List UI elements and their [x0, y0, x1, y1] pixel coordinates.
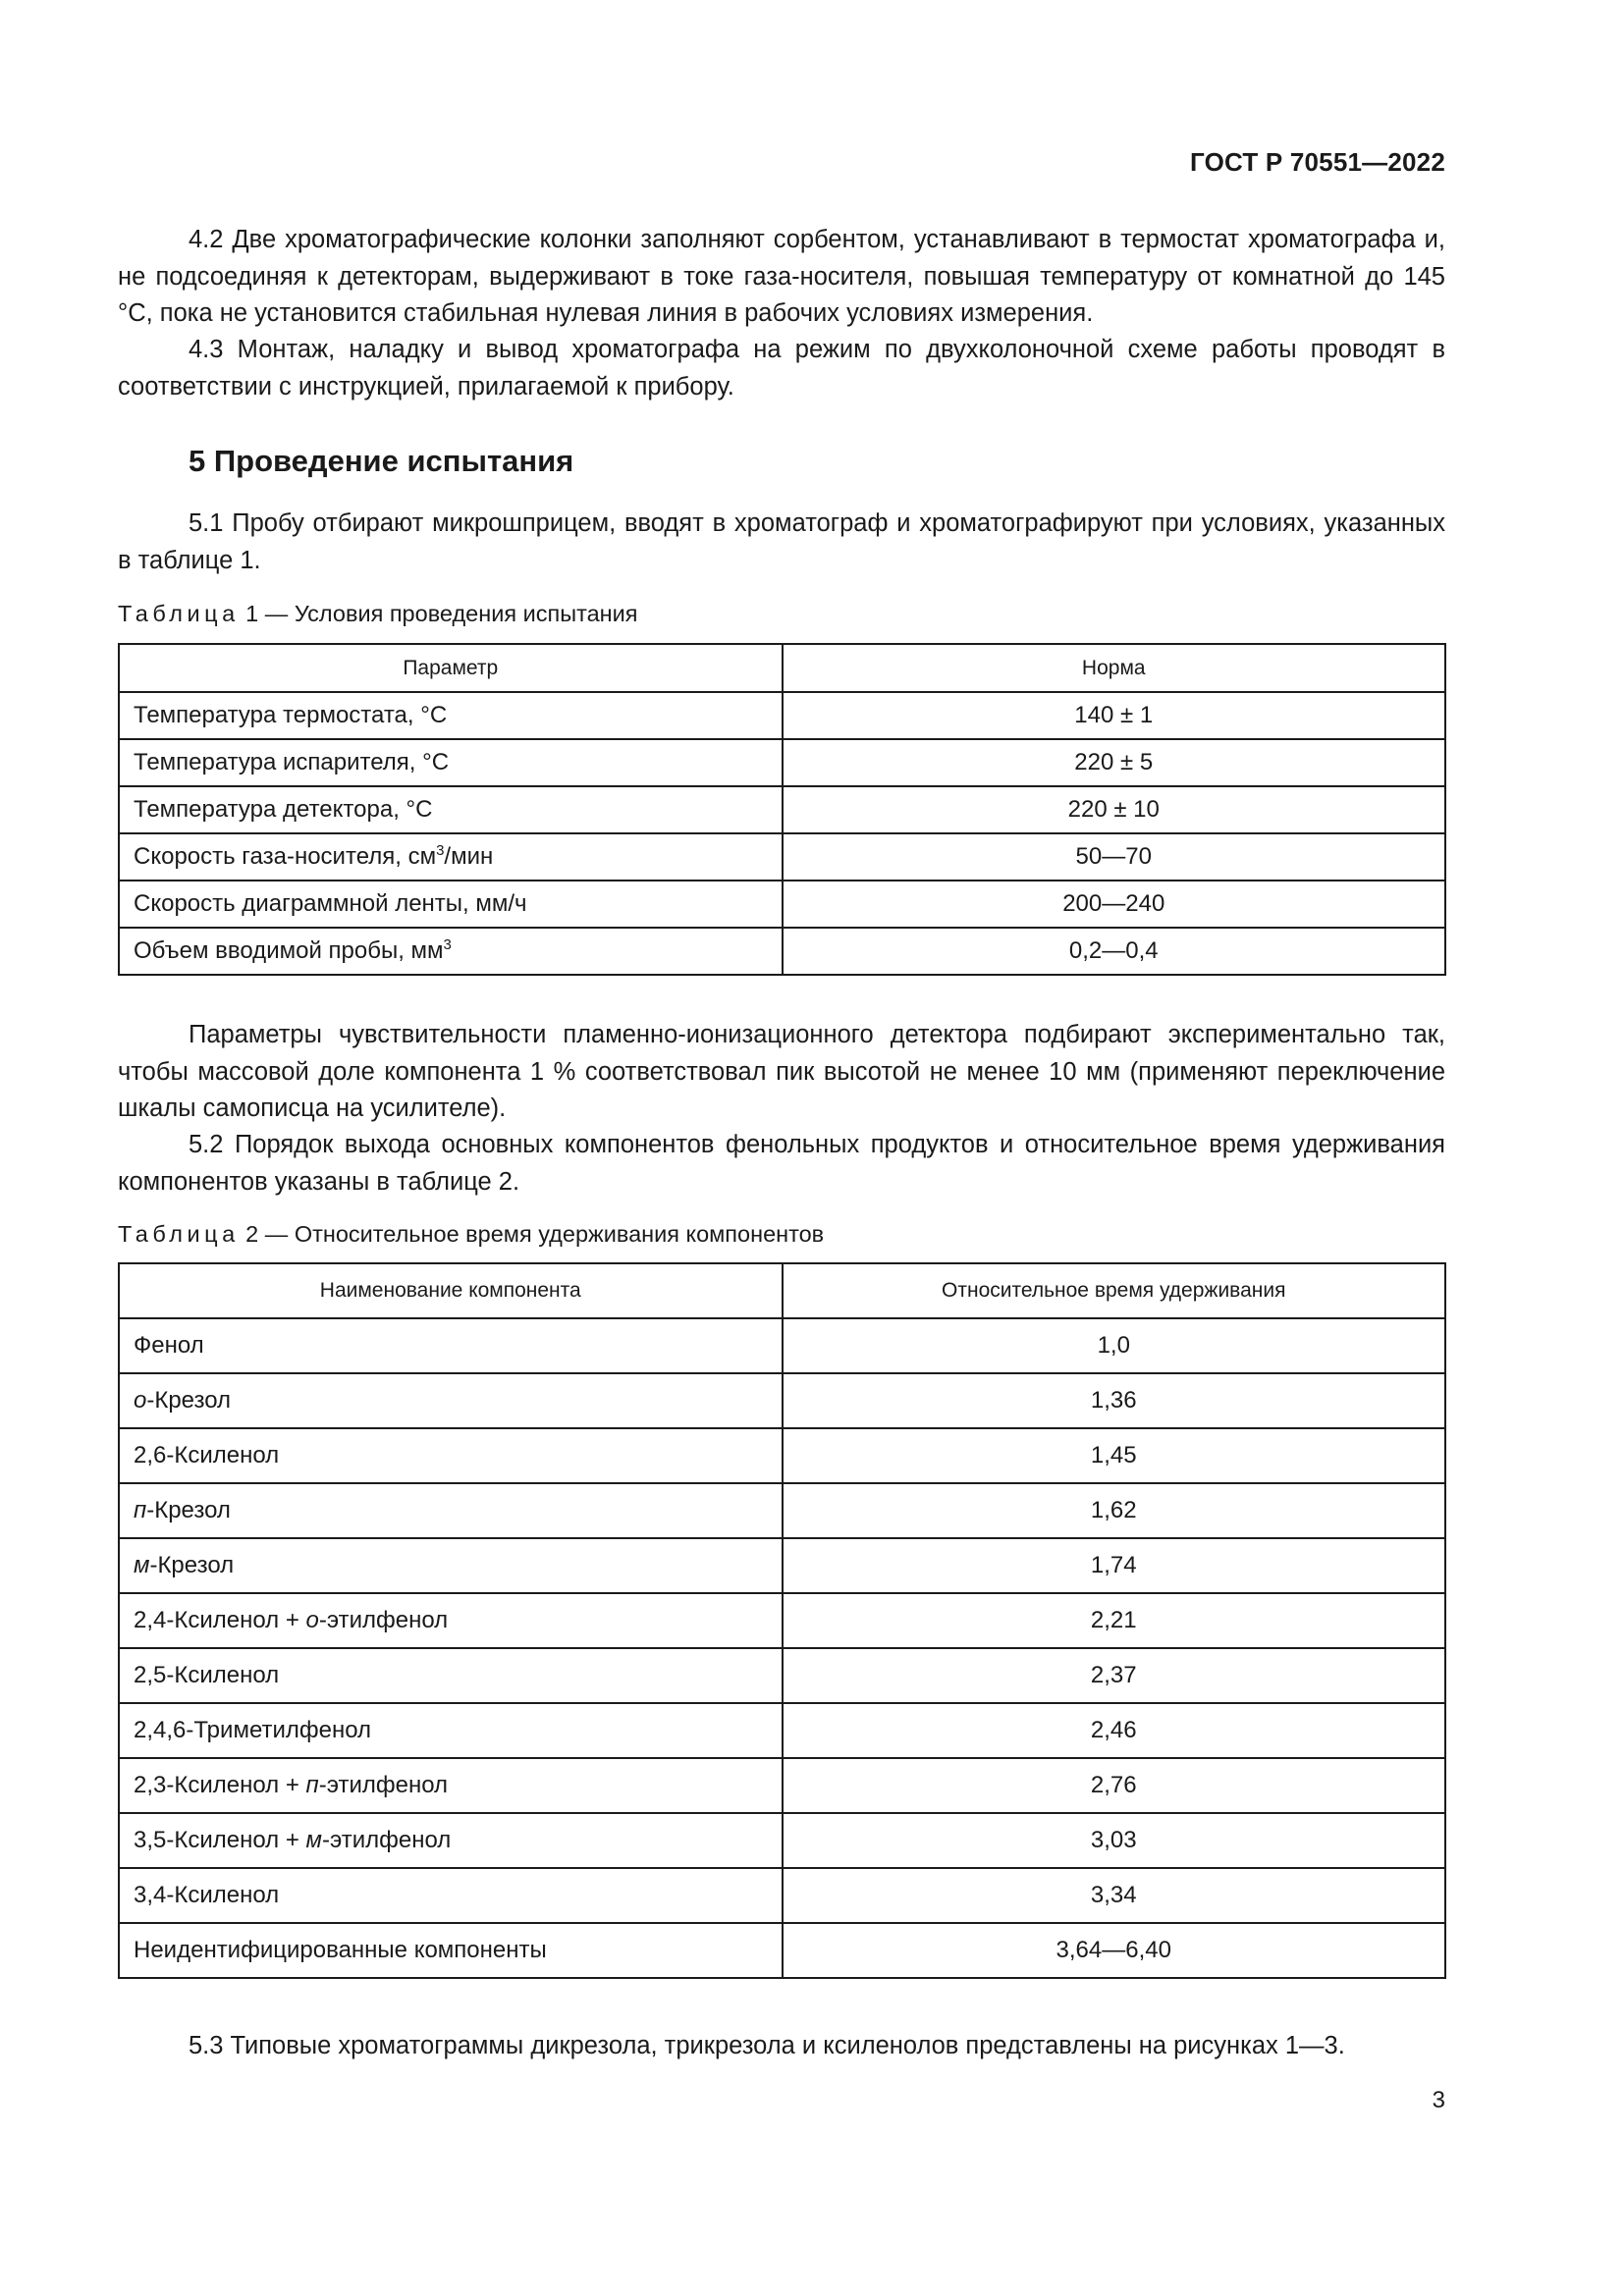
table1-caption-text: 1 — Условия проведения испытания [239, 601, 638, 626]
table-row [119, 1538, 1445, 1593]
table1-cell-param: Температура испарителя, °С [119, 739, 783, 786]
table-row [119, 1868, 1445, 1923]
isomer-prefix: м [305, 1827, 322, 1853]
paragraph-5-3: 5.3 Типовые хроматограммы дикрезола, трикрезола и ксиленолов представлены на рисунках 1—3. [189, 2032, 1345, 2059]
table1 [118, 643, 1446, 976]
table2-cell-value: 1,62 [783, 1483, 1446, 1538]
table2-cell-value: 2,46 [783, 1703, 1446, 1758]
table1-cell-value: 220 ± 10 [783, 786, 1446, 833]
param-tail: /мин [444, 843, 494, 870]
table1-caption [118, 601, 638, 627]
table2-cell-name: 2,4,6-Триметилфенол [119, 1703, 783, 1758]
paragraph-5-1: 5.1 Пробу отбирают микрошприцем, вводят в хроматограф и хроматографируют при условиях, указанных в таблице 1. [118, 509, 1445, 574]
component-tail: -этилфенол [318, 1772, 449, 1798]
table2-cell-value: 2,37 [783, 1648, 1446, 1703]
component-name: -Крезол [146, 1497, 231, 1523]
isomer-prefix: о [134, 1387, 147, 1414]
table1-cell-value: 200—240 [783, 881, 1446, 928]
table-row [119, 692, 1445, 739]
table2-cell-value: 1,36 [783, 1373, 1446, 1428]
superscript: 3 [436, 842, 445, 859]
table-row [119, 1318, 1445, 1373]
table2-caption-word: Таблица [118, 1221, 240, 1247]
superscript: 3 [443, 936, 452, 953]
component-name: -Крезол [149, 1552, 235, 1578]
table1-cell-value: 140 ± 1 [783, 692, 1446, 739]
table2-cell-value: 3,64—6,40 [783, 1923, 1446, 1978]
table-row [119, 833, 1445, 881]
table2-cell-name: Фенол [119, 1318, 783, 1373]
table1-caption-word: Таблица [118, 601, 240, 626]
table-row [119, 1813, 1445, 1868]
table2-cell-name [119, 1538, 783, 1593]
table1-cell-param [119, 928, 783, 975]
paragraph-4-3: 4.3 Монтаж, наладку и вывод хроматографа на режим по двухколоночной схеме работы проводят в соответствии с инструкцией, прилагаемой к прибору. [118, 336, 1445, 400]
table-row [119, 1758, 1445, 1813]
table1-cell-value: 220 ± 5 [783, 739, 1446, 786]
table2-header-time: Относительное время удерживания [783, 1263, 1446, 1318]
table2-cell-value: 1,45 [783, 1428, 1446, 1483]
isomer-prefix: п [305, 1772, 319, 1798]
table1-header-row [119, 644, 1445, 692]
component-tail: -этилфенол [321, 1827, 452, 1853]
table2-cell-name [119, 1758, 783, 1813]
table2-cell-value: 3,03 [783, 1813, 1446, 1868]
table-row [119, 1703, 1445, 1758]
table-row [119, 1483, 1445, 1538]
table1-cell-value: 0,2—0,4 [783, 928, 1446, 975]
component-tail: -этилфенол [318, 1607, 449, 1633]
table2-cell-name [119, 1483, 783, 1538]
table2-cell-name: 2,6-Ксиленол [119, 1428, 783, 1483]
table1-cell-value: 50—70 [783, 833, 1446, 881]
table1-cell-param [119, 833, 783, 881]
table2-cell-value: 1,0 [783, 1318, 1446, 1373]
section-5-title: 5 Проведение испытания [189, 444, 574, 478]
table-row [119, 1593, 1445, 1648]
table1-header-norm: Норма [783, 644, 1446, 692]
table1-cell-param: Температура термостата, °С [119, 692, 783, 739]
table-row [119, 739, 1445, 786]
table2-cell-name: 2,5-Ксиленол [119, 1648, 783, 1703]
table2-cell-value: 1,74 [783, 1538, 1446, 1593]
param-text: Скорость газа-носителя, см [134, 843, 437, 870]
isomer-prefix: м [134, 1552, 150, 1578]
component-name: 2,3-Ксиленол + [134, 1772, 306, 1798]
document-header: ГОСТ Р 70551—2022 [1190, 147, 1445, 177]
table2-cell-name: Неидентифицированные компоненты [119, 1923, 783, 1978]
table-row [119, 928, 1445, 975]
table-row [119, 881, 1445, 928]
table2-cell-name [119, 1813, 783, 1868]
table1-header-param: Параметр [119, 644, 783, 692]
component-name: 3,5-Ксиленол + [134, 1827, 306, 1853]
table1-cell-param: Температура детектора, °С [119, 786, 783, 833]
table-row [119, 1648, 1445, 1703]
paragraph-sensitivity: Параметры чувствительности пламенно-ионизационного детектора подбирают экспериментально так, чтобы массовой доле компонента 1 % соответствовал пик высотой не менее 10 мм (применяют переключение шкалы самописца на усилителе). [118, 1021, 1445, 1122]
paragraph-5-2: 5.2 Порядок выхода основных компонентов фенольных продуктов и относительное время удерживания компонентов указаны в таблице 2. [118, 1131, 1445, 1196]
component-name: 2,4-Ксиленол + [134, 1607, 306, 1633]
isomer-prefix: п [134, 1497, 147, 1523]
table-row [119, 1373, 1445, 1428]
table2 [118, 1262, 1446, 1979]
table-row [119, 1923, 1445, 1978]
table1-cell-param: Скорость диаграммной ленты, мм/ч [119, 881, 783, 928]
table2-header-name: Наименование компонента [119, 1263, 783, 1318]
table2-cell-name [119, 1373, 783, 1428]
page-number: 3 [1432, 2087, 1445, 2113]
table2-cell-value: 2,76 [783, 1758, 1446, 1813]
component-name: -Крезол [146, 1387, 232, 1414]
table2-caption-text: 2 — Относительное время удерживания компонентов [239, 1221, 825, 1247]
table-row [119, 786, 1445, 833]
table2-cell-value: 3,34 [783, 1868, 1446, 1923]
param-text: Объем вводимой пробы, мм [134, 937, 444, 964]
table2-cell-value: 2,21 [783, 1593, 1446, 1648]
paragraph-4-2: 4.2 Две хроматографические колонки заполняют сорбентом, устанавливают в термостат хроматографа и, не подсоединяя к детекторам, выдерживают в токе газа-носителя, повышая температуру от комнатной до 145 °С, пока не установится стабильная нулевая линия в рабочих условиях измерения. [118, 226, 1445, 327]
table2-cell-name [119, 1593, 783, 1648]
table2-cell-name: 3,4-Ксиленол [119, 1868, 783, 1923]
table-row [119, 1428, 1445, 1483]
table2-header-row [119, 1263, 1445, 1318]
table2-caption [118, 1221, 824, 1248]
isomer-prefix: о [305, 1607, 319, 1633]
